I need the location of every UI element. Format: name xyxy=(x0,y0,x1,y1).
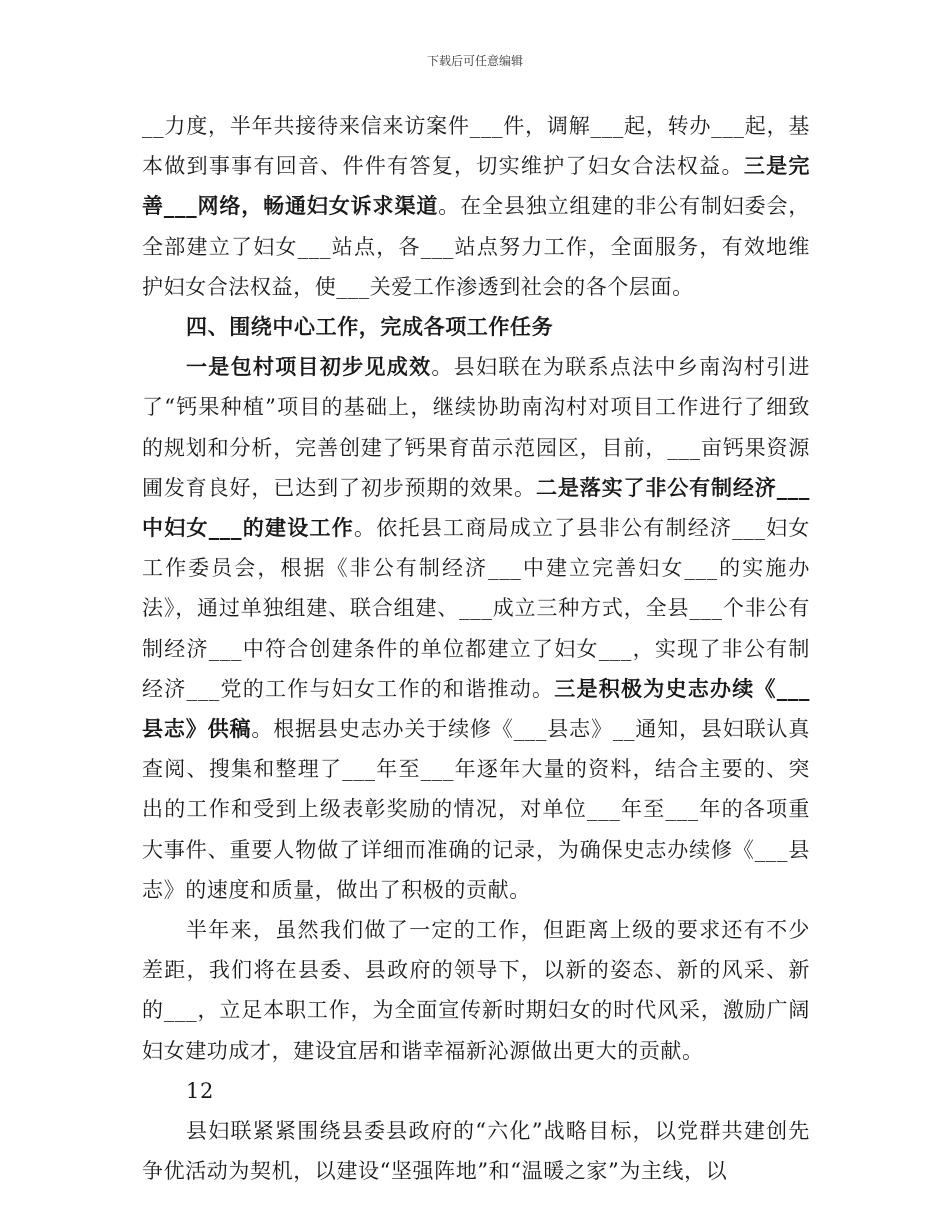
text-run: __力度，半年共接待来信来访案件___件，调解___起，转办___起，基本做到事事有回音、件件有答复，切实维护了妇女合法权益。 xyxy=(142,114,810,179)
text-run: 半年来，虽然我们做了一定的工作，但距离上级的要求还有不少差距，我们将在县委、县政府的领导下，以新的姿态、新的风采、新的___，立足本职工作，为全面宣传新时期妇女的时代风采，激励广阔妇女建功成才，建设宜居和谐幸福新沁源做出更大的贡献。 xyxy=(142,918,810,1063)
paragraph xyxy=(142,1071,810,1111)
text-run: 。县妇联在为联系点法中乡南沟村引进了“钙果种植”项目的基础上，继续协助南沟村对项目工作进行了细致的规划和分析，完善创建了钙果育苗示范园区，目前，___亩钙果资源圃发育良好，已达到了初步预期的效果。 xyxy=(142,355,810,500)
document-body xyxy=(142,106,810,1191)
paragraph xyxy=(142,347,810,910)
text-run: 。在全县独立组建的非公有制妇委会，全部建立了妇女___站点，各___站点努力工作，全面服务，有效地维护妇女合法权益，使___关爱工作渗透到社会的各个层面。 xyxy=(142,194,810,299)
bold-text-run: 二是落实了非公有制经济___中妇女___的建设工作 xyxy=(142,474,810,541)
text-run: 县妇联紧紧围绕县委县政府的“六化”战略目标，以党群共建创先争优活动为契机，以建设“坚强阵地”和“温暖之家”为主线，以 xyxy=(142,1119,810,1184)
text-run: 。依托县工商局成立了县非公有制经济___妇女工作委员会，根据《非公有制经济___中建立完善妇女___的实施办法》，通过单独组建、联合组建、___成立三种方式，全县___个非公有制经济___中符合创建条件的单位都建立了妇女___，实现了非公有制经济___党的工作与妇女工作的和谐推动。 xyxy=(142,516,810,701)
bold-text-run: 三是完善___网络，畅通妇女诉求渠道 xyxy=(142,153,810,219)
paragraph xyxy=(142,106,810,307)
paragraph xyxy=(142,1111,810,1191)
bold-text-run: 三是积极为史志办续《___县志》供稿 xyxy=(142,675,810,742)
text-run: 。根据县史志办关于续修《___县志》__通知，县妇联认真查阅、搜集和整理了___年至___年逐年大量的资料，结合主要的、突出的工作和受到上级表彰奖励的情况，对单位___年至___年的各项重大事件、重要人物做了详细而准确的记录，为确保史志办续修《___县志》的速度和质量，做出了积极的贡献。 xyxy=(142,717,810,902)
text-run: 12 xyxy=(186,1078,214,1103)
page-header: 下载后可任意编辑 xyxy=(426,54,523,68)
paragraph xyxy=(142,910,810,1071)
bold-text-run: 一是包村项目初步见成效 xyxy=(186,354,432,380)
bold-text-run: 四、围绕中心工作，完成各项工作任务 xyxy=(186,314,554,340)
paragraph xyxy=(142,307,810,347)
